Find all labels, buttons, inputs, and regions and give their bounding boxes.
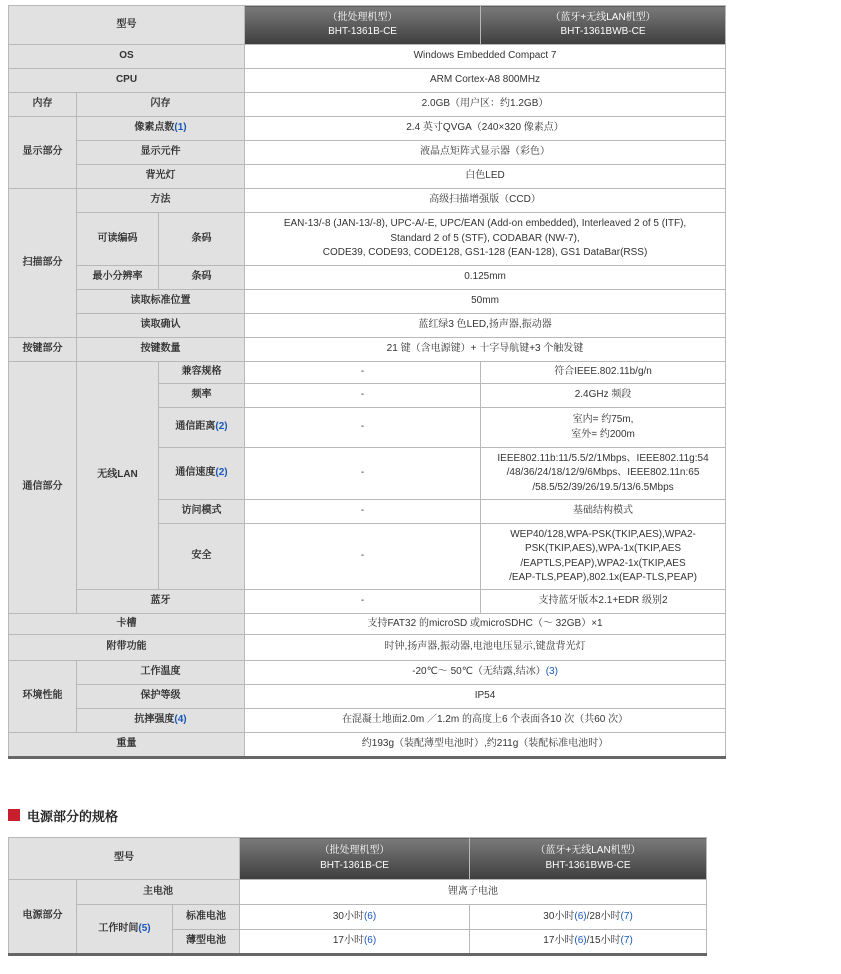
card-value: 支持FAT32 的microSD 或microSDHC（～ 32GB）×1 — [245, 614, 726, 635]
compat-batch-value: - — [245, 362, 481, 384]
access-batch-value: - — [245, 500, 481, 524]
time-note: (5) — [138, 922, 151, 934]
method-row — [9, 189, 726, 213]
power-model-wireless-header — [470, 838, 707, 880]
speed-wireless-value: IEEE802.11b:11/5.5/2/1Mbps、IEEE802.11g:54 /48/36/24/18/12/9/6Mbps、IEEE802.11n:65 /58.5/52/39/26/19.5/13/6.5Mbps — [481, 448, 726, 500]
protect-value: IP54 — [245, 685, 726, 709]
accessory-row — [9, 635, 726, 661]
weight-value: 约193g（装配薄型电池时）,约211g（装配标准电池时） — [245, 733, 726, 758]
display-group: 显示部分 — [9, 117, 77, 189]
model-batch-code: BHT-1361B-CE — [328, 26, 397, 37]
resolution-label: 最小分辨率 — [77, 266, 159, 290]
cpu-row — [9, 69, 726, 93]
accessory-label: 附带功能 — [9, 635, 245, 661]
cpu-value: ARM Cortex-A8 800MHz — [245, 69, 726, 93]
power-model-batch-header — [240, 838, 470, 880]
compat-row — [9, 362, 726, 384]
range-label: 通信距离(2) — [159, 408, 245, 448]
scan-group: 扫描部分 — [9, 189, 77, 338]
power-model-label: 型号 — [9, 838, 240, 880]
keys-row — [9, 338, 726, 362]
drop-note: (4) — [174, 714, 187, 726]
memory-row — [9, 93, 726, 117]
keys-value: 21 键（含电源键）+ 十字导航键+3 个触发键 — [245, 338, 726, 362]
display-element-value: 液晶点矩阵式显示器（彩色） — [245, 141, 726, 165]
protect-label: 保护等级 — [77, 685, 245, 709]
element-row — [9, 141, 726, 165]
red-square-icon — [8, 809, 20, 821]
battery-row — [9, 880, 707, 905]
card-label: 卡槽 — [9, 614, 245, 635]
battery-label: 主电池 — [77, 880, 240, 905]
os-label: OS — [9, 45, 245, 69]
temp-value: -20℃～ 50℃（无结露,结冰）(3) — [245, 661, 726, 685]
spec-header-row — [9, 6, 726, 45]
readable-label: 可读编码 — [77, 213, 159, 266]
distance-value: 50mm — [245, 290, 726, 314]
speed-note: (2) — [215, 467, 228, 479]
comm-group: 通信部分 — [9, 362, 77, 614]
temp-label: 工作温度 — [77, 661, 245, 685]
power-model-batch-code: BHT-1361B-CE — [320, 859, 389, 871]
power-model-wireless-code: BHT-1361BWB-CE — [545, 859, 631, 871]
standard-batch-value: 30小时(6) — [240, 905, 470, 930]
standard-wireless-value: 30小时(6)/28小时(7) — [470, 905, 707, 930]
compat-label: 兼容规格 — [159, 362, 245, 384]
cpu-label: CPU — [9, 69, 245, 93]
battery-value: 锂离子电池 — [240, 880, 707, 905]
env-group: 环境性能 — [9, 661, 77, 733]
os-row — [9, 45, 726, 69]
confirm-label: 读取确认 — [77, 314, 245, 338]
accessory-value: 时钟,扬声器,振动器,电池电压显示,键盘背光灯 — [245, 635, 726, 661]
power-section-title — [8, 806, 118, 824]
standard-battery-row — [9, 905, 707, 930]
memory-group: 内存 — [9, 93, 77, 117]
compat-wireless-value: 符合IEEE.802.11b/g/n — [481, 362, 726, 384]
weight-row — [9, 733, 726, 758]
range-batch-value: - — [245, 408, 481, 448]
keys-label: 按键数量 — [77, 338, 245, 362]
resolution-row — [9, 266, 726, 290]
access-label: 访问模式 — [159, 500, 245, 524]
resolution-barcode-label: 条码 — [159, 266, 245, 290]
os-value: Windows Embedded Compact 7 — [245, 45, 726, 69]
keys-group: 按键部分 — [9, 338, 77, 362]
thin-batch-value: 17小时(6) — [240, 930, 470, 955]
barcode-label: 条码 — [159, 213, 245, 266]
confirm-row — [9, 314, 726, 338]
power-section-title-text: 电源部分的规格 — [27, 808, 119, 824]
time-label: 工作时间(5) — [77, 905, 173, 955]
card-row — [9, 614, 726, 635]
readable-row — [9, 213, 726, 266]
security-batch-value: - — [245, 524, 481, 590]
power-header-row — [9, 838, 707, 880]
temp-note: (3) — [545, 666, 558, 678]
weight-label: 重量 — [9, 733, 245, 758]
thin-battery-label: 薄型电池 — [173, 930, 240, 955]
temp-row — [9, 661, 726, 685]
range-note: (2) — [215, 421, 228, 433]
wlan-label: 无线LAN — [77, 362, 159, 590]
backlight-value: 白色LED — [245, 165, 726, 189]
model-wireless-code: BHT-1361BWB-CE — [560, 26, 646, 37]
model-batch-header — [245, 6, 481, 45]
spec-table — [8, 5, 726, 759]
model-label: 型号 — [9, 6, 245, 45]
access-wireless-value: 基础结构模式 — [481, 500, 726, 524]
backlight-label: 背光灯 — [77, 165, 245, 189]
drop-label: 抗摔强度(4) — [77, 709, 245, 733]
distance-label: 读取标准位置 — [77, 290, 245, 314]
freq-label: 频率 — [159, 384, 245, 408]
model-wireless-type: （蓝牙+无线LAN机型） — [550, 11, 656, 23]
pixels-value: 2.4 英寸QVGA（240×320 像素点） — [245, 117, 726, 141]
power-model-wireless-type: （蓝牙+无线LAN机型） — [535, 845, 641, 856]
resolution-value: 0.125mm — [245, 266, 726, 290]
security-label: 安全 — [159, 524, 245, 590]
backlight-row — [9, 165, 726, 189]
display-element-label: 显示元件 — [77, 141, 245, 165]
bluetooth-wireless-value: 支持蓝牙版本2.1+EDR 级别2 — [481, 590, 726, 614]
pixels-row — [9, 117, 726, 141]
method-value: 高级扫描增强版（CCD） — [245, 189, 726, 213]
freq-wireless-value: 2.4GHz 频段 — [481, 384, 726, 408]
security-wireless-value: WEP40/128,WPA-PSK(TKIP,AES),WPA2- PSK(TKIP,AES),WPA-1x(TKIP,AES /EAPTLS,PEAP),WPA2-1x(TKIP,AES /EAP-TLS,PEAP),802.1x(EAP-TLS,PEAP) — [481, 524, 726, 590]
confirm-value: 蓝红绿3 色LED,扬声器,振动器 — [245, 314, 726, 338]
model-batch-type: （批处理机型） — [327, 11, 398, 23]
bluetooth-row — [9, 590, 726, 614]
speed-batch-value: - — [245, 448, 481, 500]
range-wireless-value: 室内= 约75m, 室外= 约200m — [481, 408, 726, 448]
power-group: 电源部分 — [9, 880, 77, 955]
pixels-note: (1) — [174, 122, 187, 134]
pixels-label: 像素点数(1) — [77, 117, 245, 141]
drop-row — [9, 709, 726, 733]
standard-battery-label: 标准电池 — [173, 905, 240, 930]
flash-value: 2.0GB（用户区：约1.2GB） — [245, 93, 726, 117]
bluetooth-label: 蓝牙 — [77, 590, 245, 614]
thin-wireless-value: 17小时(6)/15小时(7) — [470, 930, 707, 955]
freq-batch-value: - — [245, 384, 481, 408]
model-wireless-header — [481, 6, 726, 45]
flash-label: 闪存 — [77, 93, 245, 117]
method-label: 方法 — [77, 189, 245, 213]
protect-row — [9, 685, 726, 709]
drop-value: 在混凝土地面2.0m ／1.2m 的高度上6 个表面各10 次（共60 次） — [245, 709, 726, 733]
speed-label: 通信速度(2) — [159, 448, 245, 500]
bluetooth-batch-value: - — [245, 590, 481, 614]
power-model-batch-type: （批处理机型） — [319, 845, 390, 856]
distance-row — [9, 290, 726, 314]
readable-value: EAN-13/-8 (JAN-13/-8), UPC-A/-E, UPC/EAN (Add-on embedded), Interleaved 2 of 5 (ITF), Standard 2 of 5 (STF), CODABAR (NW-7), CODE39, CODE93, CODE128, GS1-128 (EAN-128), GS1 DataBar(RSS) — [245, 213, 726, 266]
power-table — [8, 837, 707, 956]
